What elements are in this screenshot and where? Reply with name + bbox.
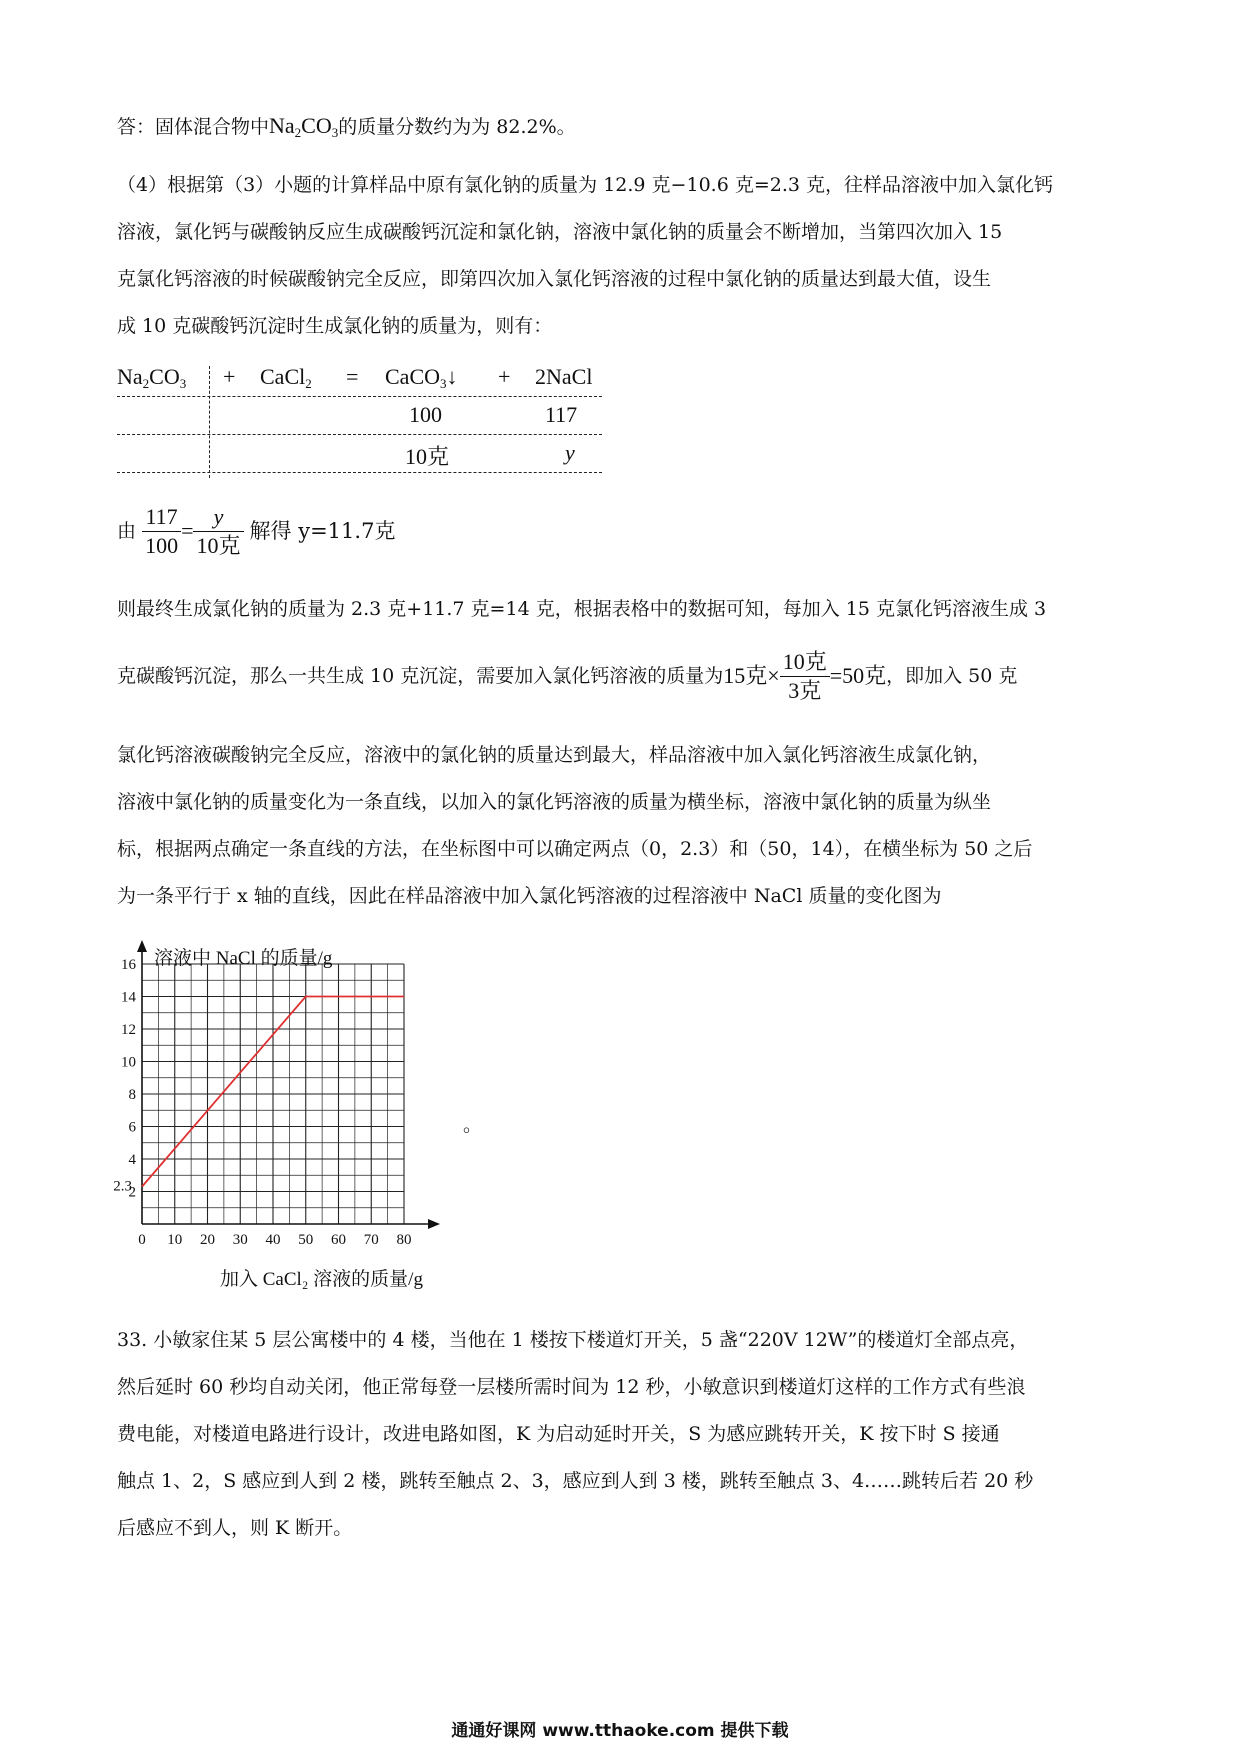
eq-mass-caco3: 100	[409, 402, 442, 427]
chart-x-tick-label: 70	[363, 1232, 379, 1248]
eq-plus-1: +	[223, 364, 236, 389]
eq-na2co3: $Na_2CO_3$	[117, 364, 187, 391]
chart-y-tick-label: 8	[128, 1087, 136, 1103]
page-footer: 通通好课网 www.tthaoke.com 提供下载	[451, 1721, 789, 1741]
chart-x-tick-label: 80	[396, 1232, 412, 1248]
chart-x-tick-label: 10	[167, 1232, 183, 1248]
chart-y-tick-label: 16	[121, 957, 136, 973]
answer-suffix: 的质量分数约为为 82.2%。	[338, 116, 576, 138]
para4-line-1: （4）根据第（3）小题的计算样品中原有氯化钠的质量为 12.9 克−10.6 克=2.3 克，往样品溶液中加入氯化钙	[117, 174, 1054, 196]
equation-row-actual	[117, 436, 602, 473]
chart-y-tick-label: 2	[128, 1184, 136, 1201]
solve-result: 解得 y=11.7克	[249, 519, 396, 543]
chart-ylabel: 溶液中 NaCl 的质量/g	[154, 948, 333, 969]
chart-trailing-mark: 。	[463, 1114, 483, 1136]
q33-line-4: 触点 1、2，S 感应到人到 2 楼，跳转至触点 2、3，感应到人到 3 楼，跳转至触点 3、4……跳转后若 20 秒	[117, 1470, 1034, 1492]
eq-actual-nacl: y	[565, 440, 575, 465]
q33-line-1: 33. 小敏家住某 5 层公寓楼中的 4 楼，当他在 1 楼按下楼道灯开关，5 盏“220V 12W”的楼道灯全部点亮，	[117, 1329, 1029, 1351]
final-line-3: 氯化钙溶液碳酸钠完全反应，溶液中的氯化钠的质量达到最大，样品溶液中加入氯化钙溶液生成氯化钠，	[117, 744, 992, 766]
para4-line-3: 克氯化钙溶液的时候碳酸钠完全反应，即第四次加入氯化钙溶液的过程中氯化钠的质量达到最大值，设生	[117, 268, 992, 290]
equation-row-mass	[117, 398, 602, 435]
formula-na2co3: $Na_2CO_3$	[269, 113, 339, 140]
eq-equals: =	[346, 364, 359, 389]
chart-x-axis-arrow	[428, 1219, 440, 1229]
chart-x-tick-label: 20	[200, 1232, 215, 1248]
q33-line-3: 费电能，对楼道电路进行设计，改进电路如图，K 为启动延时开关，S 为感应跳转开关，K 按下时 S 接通	[117, 1423, 1000, 1445]
equation-row-formula	[117, 360, 602, 397]
chart-xlabel: 加入 CaCl₂ 溶液的质量/g	[220, 1269, 423, 1290]
q33-line-2: 然后延时 60 秒均自动关闭，他正常每登一层楼所需时间为 12 秒，小敏意识到楼道灯这样的工作方式有些浪	[117, 1376, 1026, 1398]
chart-y-extra-label: 2.3	[113, 1178, 132, 1195]
chart-x-tick-label: 0	[138, 1232, 146, 1248]
chart-x-tick-label: 60	[331, 1232, 346, 1248]
eq-plus-2: +	[498, 364, 511, 389]
chart-y-tick-label: 6	[128, 1119, 136, 1136]
solve-fraction-2: $\frac{y}{\text{10克}}$	[193, 503, 243, 560]
answer-prefix: 答：固体混合物中	[117, 116, 270, 138]
solve-fraction-1: $\frac{117}{100}$	[142, 503, 181, 560]
solve-prefix: 由	[117, 520, 137, 542]
chart-ticks	[113, 957, 411, 1248]
solve-equals: =	[181, 518, 194, 543]
chart-y-tick-label: 14	[121, 989, 136, 1006]
chart-y-tick-label: 4	[128, 1152, 136, 1168]
chart-x-tick-label: 40	[265, 1232, 281, 1248]
chart-y-tick-label: 12	[121, 1022, 136, 1038]
eq-cacl2: CaCl$_2$	[260, 364, 312, 391]
chart-y-axis-arrow	[137, 940, 147, 952]
chart-axes	[137, 940, 440, 1229]
chart-grid	[142, 964, 404, 1224]
chart-x-tick-label: 30	[232, 1232, 248, 1248]
final-line-5: 标，根据两点确定一条直线的方法，在坐标图中可以确定两点（0，2.3）和（50，14），在横坐标为 50 之后	[117, 838, 1033, 860]
nacl-mass-chart	[110, 940, 490, 1295]
eq-mass-nacl: 117	[545, 402, 578, 427]
final-line-1: 则最终生成氯化钠的质量为 2.3 克+11.7 克=14 克，根据表格中的数据可知，每加入 15 克氯化钙溶液生成 3	[117, 598, 1047, 620]
eq-actual-caco3: 10克	[405, 444, 450, 469]
para4-line-2: 溶液，氯化钙与碳酸钠反应生成碳酸钙沉淀和氯化钠，溶液中氯化钠的质量会不断增加，当第四次加入 15	[117, 221, 1003, 243]
final-line-4: 溶液中氯化钠的质量变化为一条直线，以加入的氯化钙溶液的质量为横坐标，溶液中氯化钠的质量为纵坐	[117, 791, 992, 813]
solve-line	[117, 500, 395, 561]
answer-line	[117, 112, 576, 147]
q33-line-5: 后感应不到人，则 K 断开。	[117, 1517, 353, 1539]
chart-y-tick-label: 10	[121, 1054, 136, 1071]
para4-line-4: 成 10 克碳酸钙沉淀时生成氯化钠的质量为，则有：	[117, 315, 553, 337]
final-line-2: 克碳酸钙沉淀，那么一共生成 10 克沉淀，需要加入氯化钙溶液的质量为15克× $\frac{\text{10克}}{\text{3克}}$ =50克，即加入 50 克	[117, 648, 1018, 703]
eq-nacl: 2NaCl	[535, 364, 593, 389]
final-fraction: $\frac{\text{10克}}{\text{3克}}$	[780, 648, 830, 705]
eq-caco3: CaCO$_3$↓	[385, 364, 458, 391]
chart-x-tick-label: 50	[298, 1232, 314, 1248]
final-line-6: 为一条平行于 x 轴的直线，因此在样品溶液中加入氯化钙溶液的过程溶液中 NaCl 质量的变化图为	[117, 885, 942, 907]
